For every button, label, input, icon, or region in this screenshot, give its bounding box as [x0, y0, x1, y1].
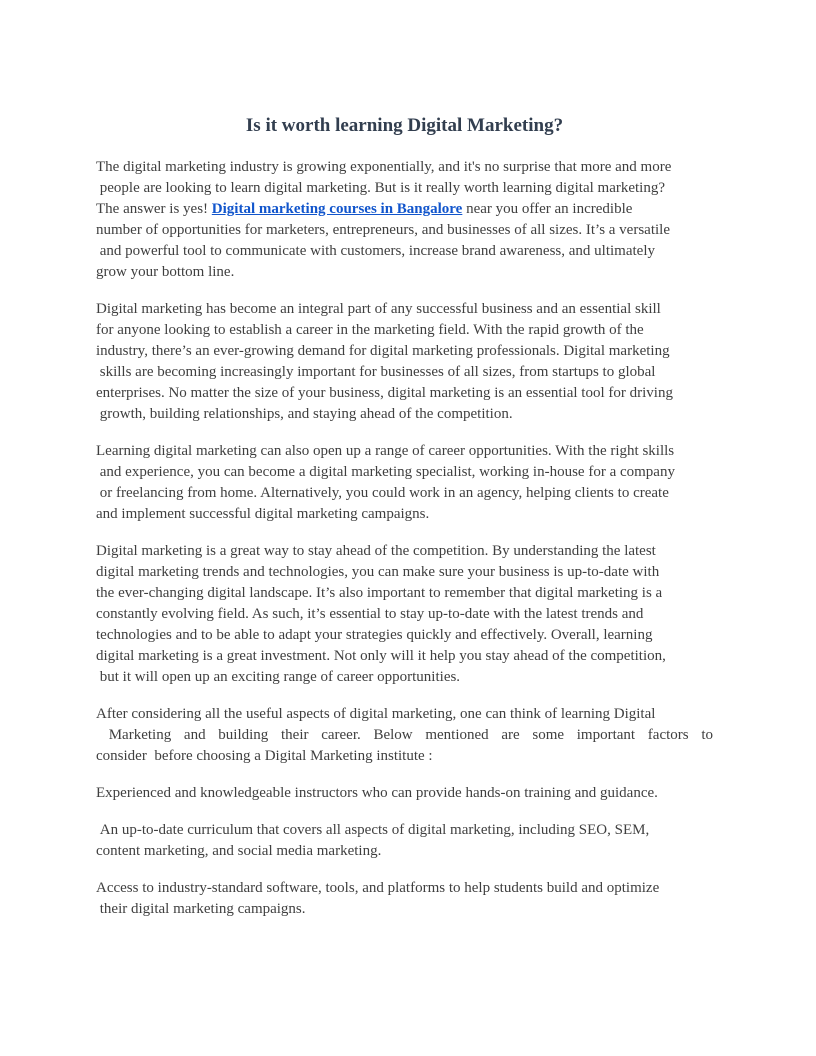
text-segment: Marketing and building their career. Below mentioned are some important factors to	[96, 727, 713, 743]
text-segment: their digital marketing campaigns.	[96, 901, 306, 917]
paragraph-line	[96, 878, 800, 899]
paragraph-line	[96, 178, 800, 199]
text-segment: enterprises. No matter the size of your business, digital marketing is an essential tool for driving	[96, 385, 673, 401]
paragraph-line	[96, 704, 800, 725]
text-segment: Experienced and knowledgeable instructors who can provide hands-on training and guidance.	[96, 785, 658, 801]
paragraph-line	[96, 299, 800, 320]
paragraph-line	[96, 341, 800, 362]
paragraph-line	[96, 562, 800, 583]
hyperlink-digital-marketing-courses[interactable]: Digital marketing courses in Bangalore	[211, 201, 463, 217]
text-segment: constantly evolving field. As such, it’s essential to stay up-to-date with the latest trends and	[96, 606, 644, 622]
text-segment: Digital marketing has become an integral part of any successful business and an essential skill	[96, 301, 661, 317]
paragraph-line	[96, 604, 800, 625]
text-segment: and implement successful digital marketing campaigns.	[96, 506, 430, 522]
paragraph-line	[96, 157, 800, 178]
text-segment: The answer is yes!	[96, 201, 212, 217]
page-title: Is it worth learning Digital Marketing?	[245, 115, 564, 136]
paragraph-line	[96, 583, 800, 604]
text-segment: After considering all the useful aspects of digital marketing, one can think of learning Digital	[96, 706, 656, 722]
paragraph	[96, 783, 800, 804]
text-segment: The digital marketing industry is growing exponentially, and it's no surprise that more and more	[96, 159, 672, 175]
text-segment: for anyone looking to establish a career in the marketing field. With the rapid growth of the	[96, 322, 644, 338]
text-segment: but it will open up an exciting range of career opportunities.	[96, 669, 461, 685]
paragraph-line	[96, 462, 800, 483]
paragraph-line	[96, 404, 800, 425]
text-segment: industry, there’s an ever-growing demand for digital marketing professionals. Digital marketing	[96, 343, 670, 359]
text-segment: digital marketing trends and technologies, you can make sure your business is up-to-date with	[96, 564, 660, 580]
text-segment: content marketing, and social media marketing.	[96, 843, 382, 859]
paragraph	[96, 441, 800, 525]
paragraph-line	[96, 783, 800, 804]
paragraph	[96, 157, 800, 283]
text-segment: Access to industry-standard software, tools, and platforms to help students build and optimize	[96, 880, 660, 896]
text-segment: or freelancing from home. Alternatively, you could work in an agency, helping clients to create	[96, 485, 669, 501]
text-segment: Learning digital marketing can also open up a range of career opportunities. With the right skills	[96, 443, 675, 459]
paragraph	[96, 704, 800, 767]
paragraph	[96, 541, 800, 688]
paragraph-line	[96, 504, 800, 525]
paragraph-line	[96, 841, 800, 862]
paragraph-line	[96, 241, 800, 262]
paragraph-line	[96, 383, 800, 404]
text-segment: An up-to-date curriculum that covers all aspects of digital marketing, including SEO, SEM,	[96, 822, 650, 838]
paragraph-line	[96, 646, 800, 667]
text-segment: technologies and to be able to adapt your strategies quickly and effectively. Overall, learning	[96, 627, 653, 643]
paragraph-line	[96, 625, 800, 646]
paragraph-line	[96, 667, 800, 688]
text-segment: and powerful tool to communicate with customers, increase brand awareness, and ultimately	[96, 243, 655, 259]
text-segment: near you offer an incredible	[462, 201, 633, 217]
paragraph-line	[96, 483, 800, 504]
paragraph	[96, 820, 800, 862]
paragraph	[96, 299, 800, 425]
text-segment: skills are becoming increasingly important for businesses of all sizes, from startups to global	[96, 364, 656, 380]
paragraph-line	[96, 820, 800, 841]
text-segment: and experience, you can become a digital marketing specialist, working in-house for a company	[96, 464, 675, 480]
paragraph-line	[96, 725, 713, 746]
paragraph-line	[96, 746, 800, 767]
paragraph-line	[96, 199, 800, 220]
paragraph-line	[96, 320, 800, 341]
paragraph-line	[96, 362, 800, 383]
text-segment: the ever-changing digital landscape. It’s also important to remember that digital marketing is a	[96, 585, 663, 601]
text-segment: number of opportunities for marketers, entrepreneurs, and businesses of all sizes. It’s a versatile	[96, 222, 670, 238]
paragraph	[96, 878, 800, 920]
text-segment: Digital marketing is a great way to stay ahead of the competition. By understanding the latest	[96, 543, 656, 559]
paragraph-line	[96, 262, 800, 283]
paragraph-line	[96, 541, 800, 562]
text-segment: people are looking to learn digital marketing. But is it really worth learning digital marketing?	[96, 180, 666, 196]
text-segment: digital marketing is a great investment. Not only will it help you stay ahead of the competition,	[96, 648, 666, 664]
text-segment: consider before choosing a Digital Marketing institute :	[96, 748, 433, 764]
document-body	[96, 157, 800, 920]
text-segment: growth, building relationships, and staying ahead of the competition.	[96, 406, 513, 422]
paragraph-line	[96, 220, 800, 241]
paragraph-line	[96, 441, 800, 462]
text-segment: grow your bottom line.	[96, 264, 235, 280]
paragraph-line	[96, 899, 800, 920]
